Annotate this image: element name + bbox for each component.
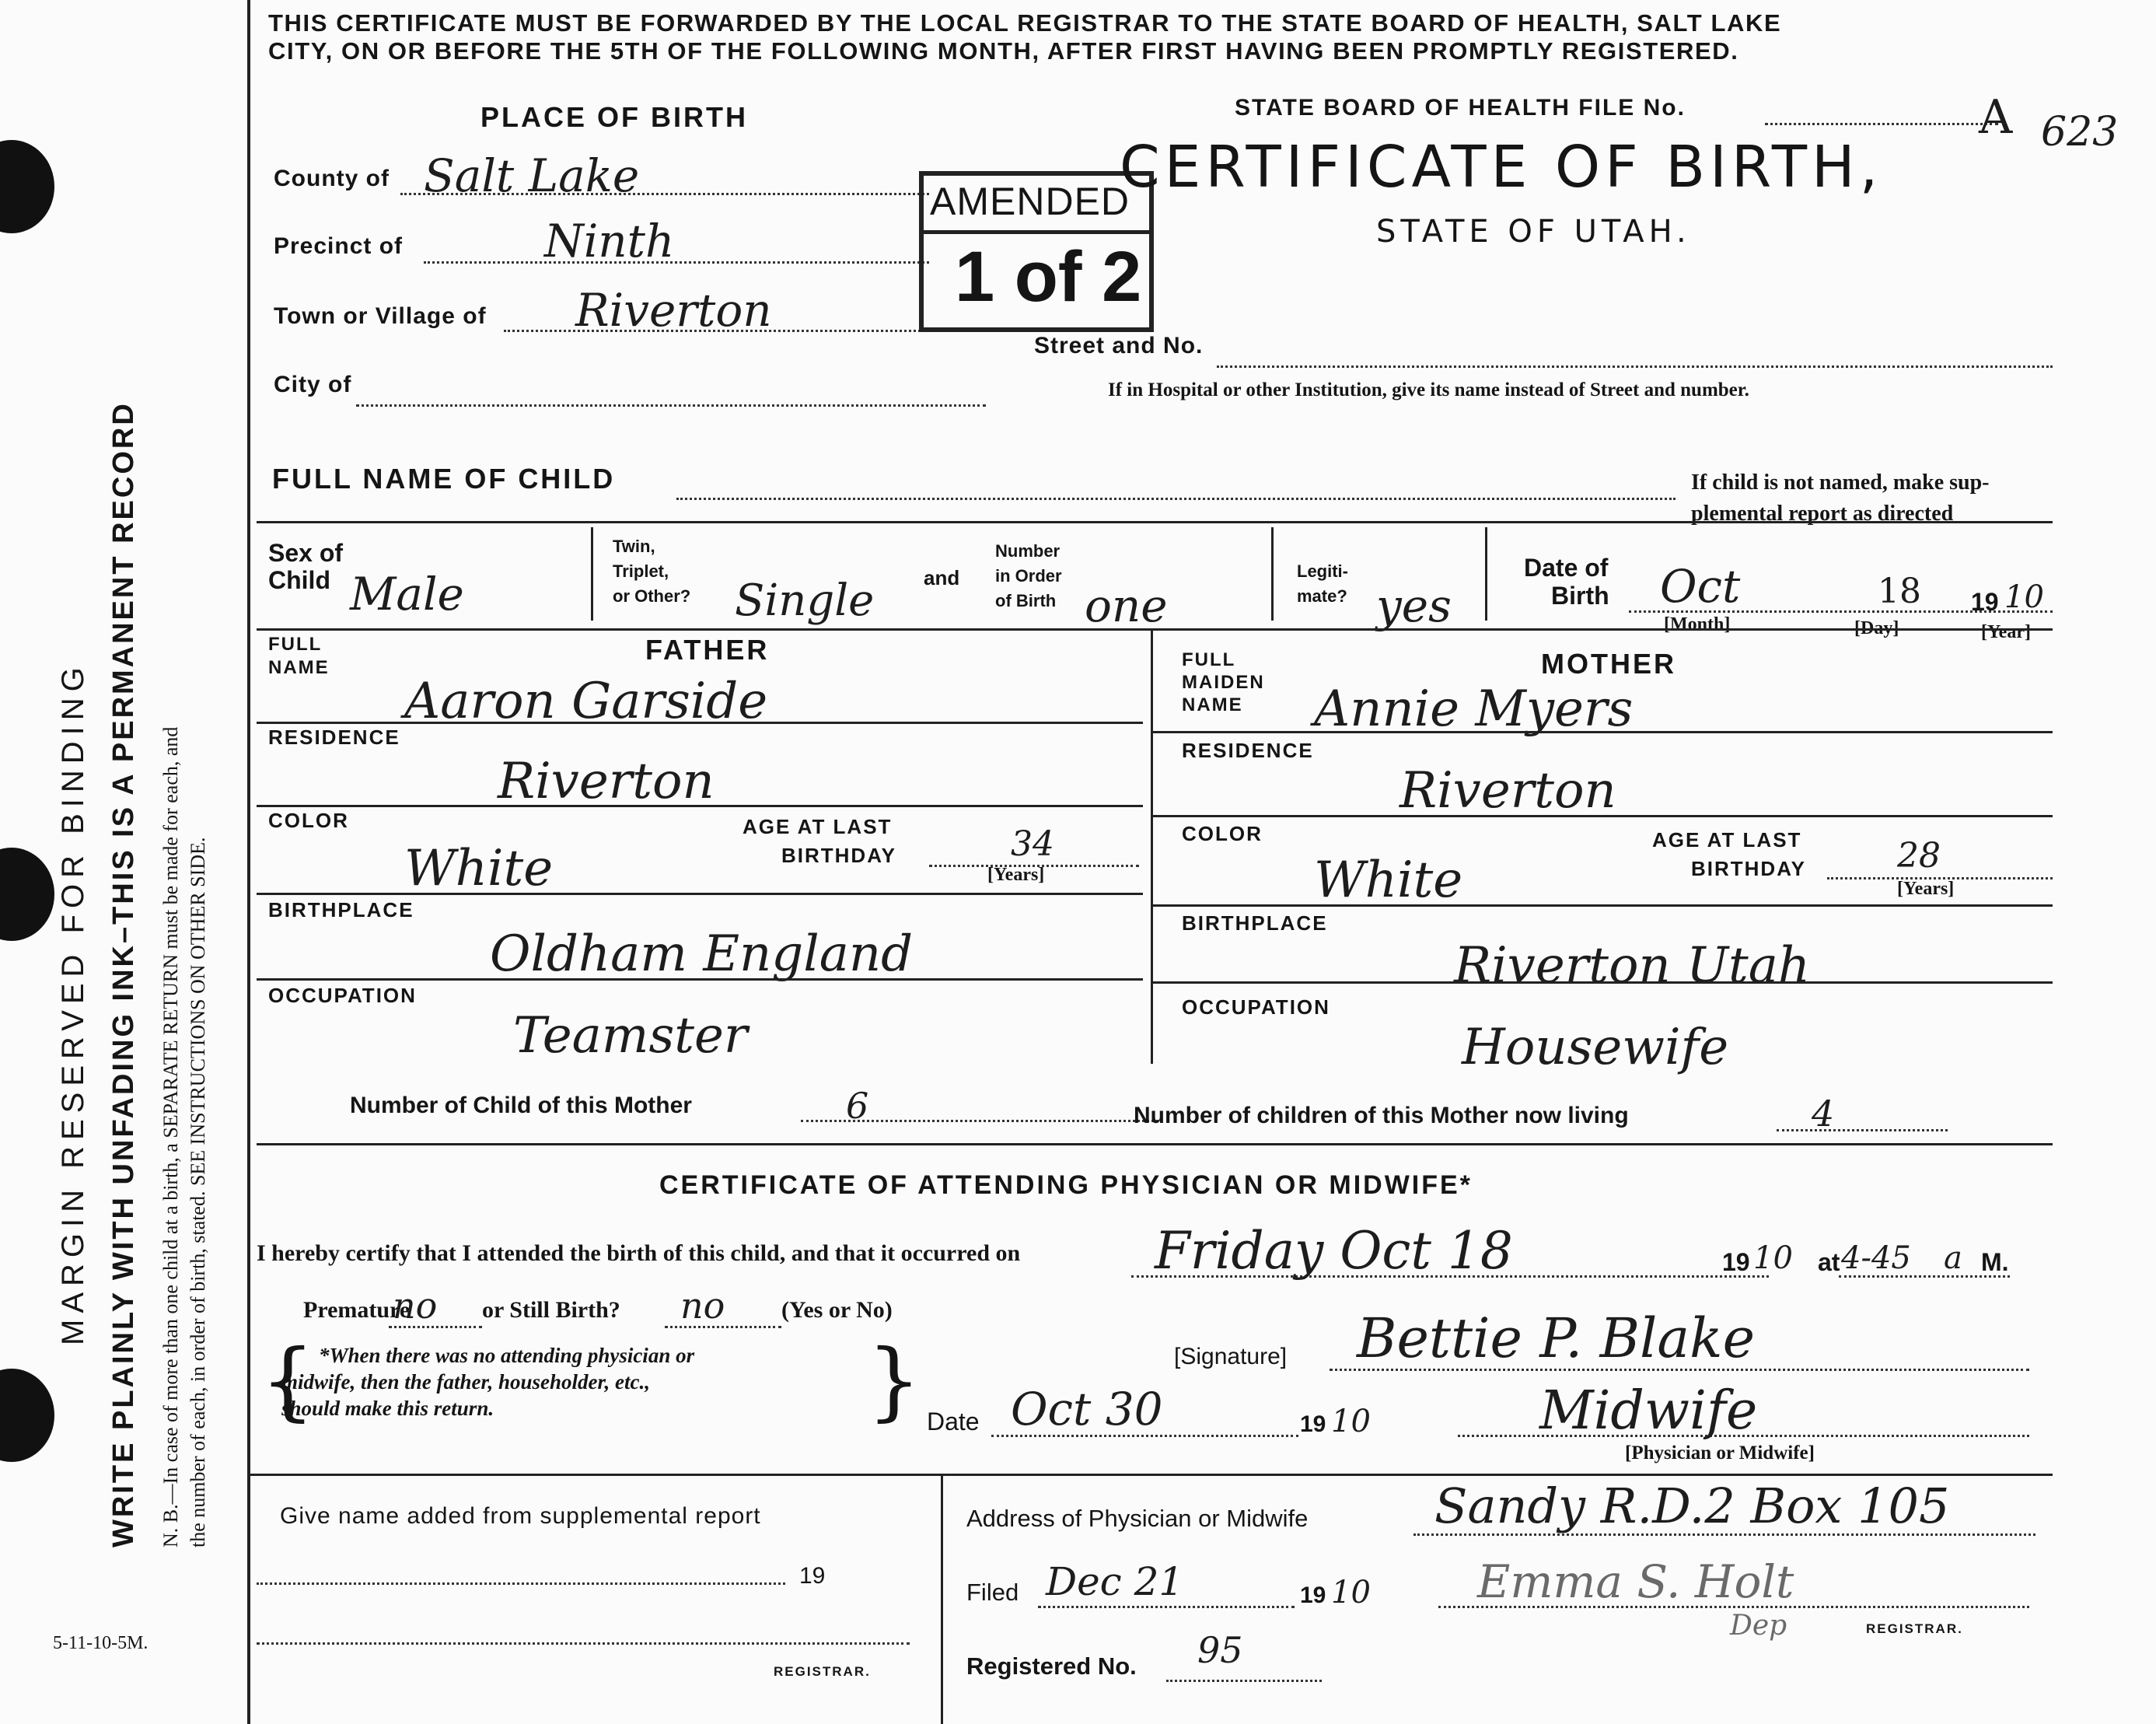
child-section-top-rule	[257, 521, 2053, 523]
amended-stamp-line2: 1 of 2	[955, 237, 1142, 316]
father-color-rule	[257, 893, 1143, 895]
supplemental-label: Give name added from supplemental report	[280, 1503, 761, 1529]
physician-note-brace-left: {	[260, 1331, 315, 1430]
mother-name-rule	[1151, 731, 2053, 733]
county-label: County of	[274, 166, 390, 191]
hospital-note: If in Hospital or other Institution, give its name instead of Street and number.	[1108, 379, 1749, 400]
parents-top-rule	[257, 628, 2053, 631]
binding-hole-middle	[0, 848, 54, 941]
father-name-value[interactable]: Aaron Garside	[404, 673, 768, 730]
physician-note-1: *When there was no attending physician or	[319, 1344, 695, 1367]
certify-text: I hereby certify that I attended the birth of this child, and that it occurred on	[257, 1240, 1021, 1266]
dob-day[interactable]: 18	[1878, 572, 1921, 611]
dob-label-2: Birth	[1551, 582, 1609, 610]
father-heading: FATHER	[645, 634, 770, 666]
registrar-signature[interactable]: Emma S. Holt	[1477, 1555, 1794, 1608]
registered-no-label: Registered No.	[966, 1652, 1137, 1680]
dob-label-1: Date of	[1524, 554, 1609, 582]
date-year-prefix: 19	[1300, 1411, 1326, 1437]
father-occupation-value[interactable]: Teamster	[513, 1007, 748, 1065]
time-suffix[interactable]: a	[1944, 1240, 1962, 1276]
m-label: M.	[1981, 1248, 2009, 1276]
mother-occupation-label: OCCUPATION	[1182, 995, 1330, 1019]
dob-year[interactable]: 10	[2004, 579, 2044, 615]
margin-ink-text: WRITE PLAINLY WITH UNFADING INK–THIS IS A PERMANENT RECORD	[107, 401, 140, 1547]
form-left-border	[247, 0, 250, 1724]
amended-stamp	[919, 171, 1154, 332]
physician-note-brace-right: }	[867, 1331, 921, 1430]
mother-color-label: COLOR	[1182, 822, 1263, 845]
notice-line-2: CITY, ON OR BEFORE THE 5TH OF THE FOLLOWING MONTH, AFTER FIRST HAVING BEEN PROMPTLY REGISTERED.	[268, 37, 1739, 65]
mother-residence-value[interactable]: Riverton	[1399, 762, 1616, 820]
father-birthplace-label: BIRTHPLACE	[268, 898, 414, 921]
child-name-line	[676, 498, 1676, 500]
at-label: at	[1818, 1248, 1840, 1276]
mother-name-value[interactable]: Annie Myers	[1314, 680, 1634, 738]
file-number-value[interactable]: A	[1979, 90, 2013, 145]
father-color-label: COLOR	[268, 809, 349, 832]
binding-hole-top	[0, 140, 54, 233]
physician-note-2: midwife, then the father, householder, etc.,	[281, 1370, 651, 1394]
physician-heading: CERTIFICATE OF ATTENDING PHYSICIAN OR MIDWIFE*	[659, 1170, 1473, 1200]
father-age-label-2: BIRTHDAY	[781, 844, 896, 867]
child-name-label: FULL NAME OF CHILD	[272, 463, 616, 495]
physician-note-3: should make this return.	[281, 1397, 494, 1420]
child-number-value[interactable]: 6	[846, 1085, 869, 1127]
address-label: Address of Physician or Midwife	[966, 1505, 1309, 1532]
form-code: 5-11-10-5M.	[53, 1633, 149, 1653]
father-birthplace-rule	[257, 978, 1143, 981]
supplemental-year-prefix: 19	[799, 1563, 826, 1589]
date-label: Date	[927, 1408, 980, 1436]
file-number-label: STATE BOARD OF HEALTH FILE No.	[1235, 95, 1686, 121]
title-label: [Physician or Midwife]	[1625, 1442, 1815, 1463]
mother-residence-rule	[1151, 815, 2053, 817]
county-value[interactable]: Salt Lake	[424, 149, 640, 202]
street-label: Street and No.	[1034, 333, 1204, 358]
town-value[interactable]: Riverton	[575, 284, 772, 337]
mother-name-label-1: FULL	[1182, 649, 1236, 670]
city-line	[356, 404, 986, 407]
filed-label: Filed	[966, 1579, 1019, 1606]
father-occupation-label: OCCUPATION	[268, 984, 417, 1007]
registered-no-line	[1166, 1680, 1322, 1682]
filed-year-prefix: 19	[1300, 1582, 1326, 1608]
margin-nb-line1: N. B.—In case of more than one child at a birth, a SEPARATE RETURN must be made for each, and	[159, 726, 182, 1547]
supplemental-registrar-label: REGISTRAR.	[774, 1664, 871, 1679]
child-divider-3	[1485, 527, 1487, 621]
notice-line-1: THIS CERTIFICATE MUST BE FORWARDED BY THE LOCAL REGISTRAR TO THE STATE BOARD OF HEALTH, SALT LAKE	[268, 9, 1782, 37]
order-value[interactable]: one	[1085, 579, 1168, 632]
precinct-line	[424, 261, 929, 264]
filed-line	[1038, 1606, 1295, 1608]
yes-no-label: (Yes or No)	[781, 1297, 893, 1323]
sex-value[interactable]: Male	[350, 568, 464, 621]
physician-top-rule	[257, 1143, 2053, 1145]
mother-residence-label: RESIDENCE	[1182, 739, 1314, 762]
order-label-2: in Order	[995, 566, 1062, 586]
town-label: Town or Village of	[274, 303, 487, 329]
father-color-value[interactable]: White	[404, 840, 554, 897]
registrar-deputy: Dep	[1730, 1610, 1787, 1642]
sex-label-2: Child	[268, 566, 330, 594]
and-label: and	[924, 566, 960, 589]
precinct-label: Precinct of	[274, 233, 404, 259]
state-label: STATE OF UTAH.	[1376, 214, 1691, 250]
mother-color-value[interactable]: White	[1314, 852, 1463, 909]
amended-stamp-divider	[924, 230, 1149, 234]
title-value[interactable]: Midwife	[1539, 1380, 1758, 1442]
filed-value[interactable]: Dec 21	[1046, 1559, 1184, 1604]
father-years-label: [Years]	[987, 865, 1045, 885]
mother-age-label-1: AGE AT LAST	[1652, 828, 1802, 852]
dob-month-label: [Month]	[1664, 614, 1731, 635]
father-age-label-1: AGE AT LAST	[743, 815, 893, 838]
dob-month[interactable]: Oct	[1660, 560, 1741, 613]
father-name-rule	[257, 722, 1143, 724]
mother-birthplace-label: BIRTHPLACE	[1182, 911, 1328, 935]
father-birthplace-value[interactable]: Oldham England	[490, 925, 914, 983]
living-value[interactable]: 4	[1812, 1093, 1835, 1135]
order-label-1: Number	[995, 541, 1061, 561]
legit-label-2: mate?	[1297, 586, 1347, 606]
twin-label-3: or Other?	[613, 586, 691, 606]
margin-nb-line2: the number of each, in order of birth, stated. SEE INSTRUCTIONS ON OTHER SIDE.	[187, 837, 209, 1547]
certificate-title: CERTIFICATE OF BIRTH,	[1120, 134, 1883, 201]
order-label-3: of Birth	[995, 591, 1057, 610]
street-line	[1217, 365, 2053, 368]
file-number-extra: 623	[2041, 109, 2119, 156]
father-name-label-2: NAME	[268, 657, 330, 678]
dob-year-label: [Year]	[1981, 622, 2031, 642]
precinct-value[interactable]: Ninth	[544, 215, 675, 268]
mother-occupation-value[interactable]: Housewife	[1462, 1019, 1729, 1076]
signature-value[interactable]: Bettie P. Blake	[1357, 1306, 1756, 1370]
father-name-label-1: FULL	[268, 634, 323, 655]
father-residence-rule	[257, 805, 1143, 807]
mother-color-rule	[1151, 904, 2053, 907]
twin-value[interactable]: Single	[735, 575, 875, 626]
father-residence-value[interactable]: Riverton	[498, 753, 715, 810]
father-residence-label: RESIDENCE	[268, 726, 400, 749]
file-number-line	[1765, 123, 1998, 125]
city-label: City of	[274, 372, 352, 397]
child-number-label: Number of Child of this Mother	[350, 1093, 692, 1118]
twin-label-1: Twin,	[613, 537, 655, 556]
mother-age-value[interactable]: 28	[1897, 836, 1941, 876]
mother-birthplace-rule	[1151, 981, 2053, 984]
legit-label-1: Legiti-	[1297, 561, 1348, 581]
premature-label: Premature	[303, 1297, 411, 1323]
still-birth-label: or Still Birth?	[482, 1297, 620, 1323]
margin-binding-text: MARGIN RESERVED FOR BINDING	[56, 661, 90, 1345]
signature-label: [Signature]	[1174, 1344, 1288, 1369]
mother-years-label: [Years]	[1897, 879, 1955, 899]
mother-age-label-2: BIRTHDAY	[1691, 857, 1806, 880]
bottom-section-divider	[941, 1474, 943, 1724]
registrar-label: REGISTRAR.	[1866, 1621, 1963, 1636]
occurred-date[interactable]: Friday Oct 18	[1155, 1221, 1513, 1281]
occurred-year[interactable]: 10	[1753, 1240, 1793, 1276]
dob-year-prefix: 19	[1971, 588, 1999, 616]
dob-day-label: [Day]	[1854, 618, 1899, 638]
child-divider-2	[1271, 527, 1274, 621]
bottom-section-rule	[247, 1474, 2053, 1476]
date-year[interactable]: 10	[1331, 1404, 1371, 1439]
living-line	[1777, 1129, 1948, 1131]
address-value[interactable]: Sandy R.D.2 Box 105	[1434, 1477, 1950, 1534]
father-age-value[interactable]: 34	[1011, 824, 1054, 864]
parents-divider	[1151, 628, 1153, 1064]
child-divider-1	[591, 527, 593, 621]
child-name-note-2: plemental report as directed	[1691, 502, 1954, 526]
mother-heading: MOTHER	[1541, 648, 1676, 680]
time-value[interactable]: 4-45	[1841, 1240, 1911, 1276]
twin-label-2: Triplet,	[613, 561, 669, 581]
child-name-note-1: If child is not named, make sup-	[1691, 470, 1990, 495]
premature-value[interactable]: no	[393, 1285, 438, 1327]
amended-stamp-line1: AMENDED	[930, 180, 1130, 223]
date-value[interactable]: Oct 30	[1011, 1383, 1163, 1436]
still-birth-value[interactable]: no	[680, 1285, 725, 1327]
binding-hole-bottom	[0, 1369, 54, 1462]
mother-name-label-3: NAME	[1182, 694, 1243, 715]
mother-name-label-2: MAIDEN	[1182, 672, 1265, 693]
supplemental-line	[257, 1582, 785, 1585]
place-heading: PLACE OF BIRTH	[480, 101, 748, 133]
sex-label-1: Sex of	[268, 539, 344, 567]
supplemental-registrar-line	[257, 1642, 910, 1645]
living-label: Number of children of this Mother now living	[1134, 1103, 1629, 1128]
filed-year[interactable]: 10	[1331, 1575, 1371, 1610]
registered-no-value[interactable]: 95	[1197, 1629, 1243, 1671]
legit-value[interactable]: yes	[1376, 579, 1452, 632]
mother-birthplace-value[interactable]: Riverton Utah	[1454, 937, 1811, 995]
occurred-year-prefix: 19	[1722, 1248, 1750, 1276]
